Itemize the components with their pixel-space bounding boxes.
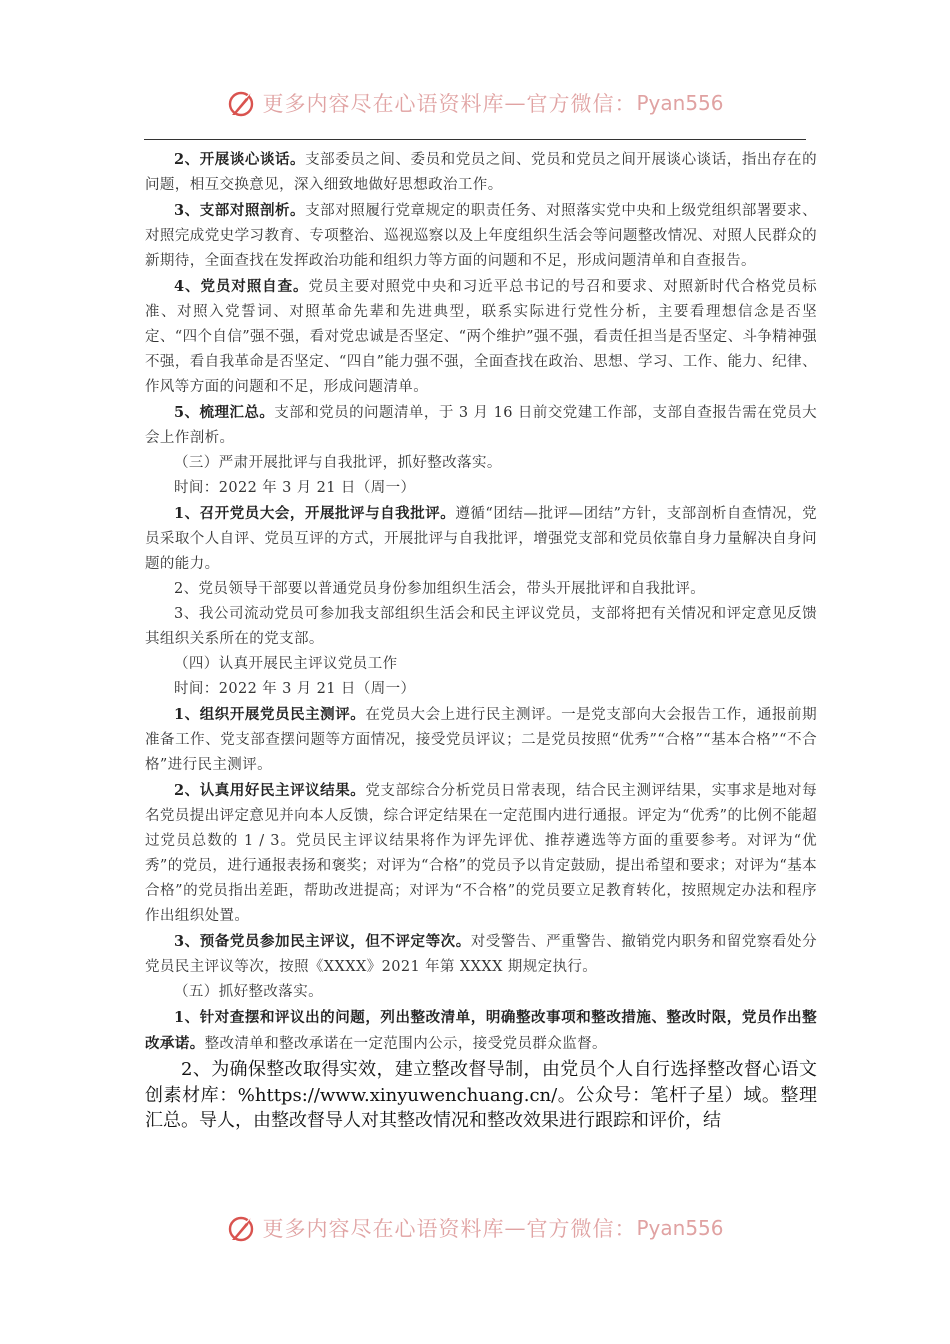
paragraph-body: 支部和党员的问题清单，于 3 月 16 日前交党建工作部，支部自查报告需在党员大会上作剖析。 (145, 405, 817, 446)
paragraph-probationary (145, 929, 817, 980)
paragraph-lead: 3、支部对照剖析。 (174, 202, 306, 219)
watermark-contact-label: 官方微信： (526, 1217, 637, 1241)
section-heading-3 (145, 451, 817, 476)
paragraph-body: 在党员大会上进行民主测评。一是党支部向大会报告工作，通报前期准备工作、党支部查摆问题等方面情况，接受党员评议；二是党员按照“优秀”“合格”“基本合格”“不合格”进行民主测评。 (145, 707, 818, 773)
paragraph-body: 党员主要对照党中央和习近平总书记的号召和要求、对照新时代合格党员标准、对照入党誓词、对照革命先辈和先进典型，联系实际进行党性分析，主要看理想信念是否坚定、“四个自信”强不强，看对党忠诚是否坚定、“两个维护”强不强，看责任担当是否坚定、斗争精神强不强，看自我革命是否坚定、“四自”能力强不强，全面查找在政治、思想、学习、工作、能力、纪律、作风等方面的问题和不足，形成问题清单。 (145, 279, 817, 395)
paragraph-body: 时间：2022 年 3 月 21 日（周一） (174, 681, 416, 697)
paragraph-lead: 2、认真用好民主评议结果。 (174, 782, 366, 799)
watermark-main-text: 更多内容尽在心语资料库 (262, 1217, 505, 1241)
paragraph-mobile-members (145, 602, 817, 652)
watermark-contact-label: 官方微信： (526, 92, 637, 116)
paragraph-lead: 5、梳理汇总。 (174, 404, 275, 421)
paragraph-lead: 1、组织开展党员民主测评。 (174, 706, 366, 723)
quill-pen-logo-icon (226, 88, 256, 118)
paragraph-body: 2、为确保整改取得实效，建立整改督导制，由党员个人自行选择整改督心语文创素材库：%https://www.xinyuwenchuang.cn/。公众号：笔杆子星）域。整理汇总。导人，由整改督导人对其整改情况和整改效果进行跟踪和评价，结 (145, 1059, 817, 1131)
paragraph-body: 时间：2022 年 3 月 21 日（周一） (174, 480, 416, 496)
paragraph-branch-analysis (145, 198, 817, 274)
header-watermark (0, 88, 950, 118)
watermark-separator: — (504, 91, 527, 115)
paragraph-lead: 1、召开党员大会，开展批评与自我批评。 (174, 505, 456, 522)
paragraph-body: （四）认真开展民主评议党员工作 (174, 656, 398, 672)
paragraph-rectification-list (145, 1005, 817, 1057)
section-heading-5 (145, 980, 817, 1005)
paragraph-evaluation-results (145, 778, 817, 929)
paragraph-party-meeting (145, 501, 817, 577)
document-body (145, 147, 817, 1134)
paragraph-lead: 2、开展谈心谈话。 (174, 151, 306, 168)
paragraph-talk (145, 147, 817, 198)
paragraph-body: 党支部综合分析党员日常表现，结合民主测评结果，实事求是地对每名党员提出评定意见并向本人反馈，综合评定结果在一定范围内进行通报。评定为“优秀”的比例不能超过党员总数的 1 / 3。党员民主评议结果将作为评先评优、推荐遴选等方面的重要参考。对评为“优秀”的党员，进行通报表扬和褒奖；对评为“合格”的党员予以肯定鼓励，提出希望和要求；对评为“基本合格”的党员指出差距，帮助改进提高；对评为“不合格”的党员要立足教育转化，按照规定办法和程序作出组织处置。 (145, 783, 818, 924)
quill-pen-logo-icon (226, 1213, 256, 1243)
watermark-separator: — (504, 1216, 527, 1240)
paragraph-body: 遵循“团结—批评—团结”方针，支部剖析自查情况，党员采取个人自评、党员互评的方式，开展批评与自我批评，增强党支部和党员依靠自身力量解决自身问题的能力。 (145, 506, 818, 572)
time-line (145, 677, 817, 702)
time-line (145, 476, 817, 501)
watermark-contact-id: Pyan556 (636, 91, 724, 115)
paragraph-body: （五）抓好整改落实。 (174, 984, 323, 1000)
paragraph-member-selfcheck (145, 274, 817, 400)
section-heading-4 (145, 652, 817, 677)
footer-watermark (0, 1213, 950, 1243)
paragraph-body: 整改清单和整改承诺在一定范围内公示，接受党员群众监督。 (204, 1036, 607, 1052)
paragraph-lead: 3、预备党员参加民主评议，但不评定等次。 (174, 933, 471, 950)
paragraph-lead: 1、针对查摆和评议出的问题，列出整改清单，明确整改事项和整改措施、整改时限，党员作出整改承诺。 (145, 1009, 817, 1052)
header-rule (144, 139, 806, 140)
paragraph-body: 3、我公司流动党员可参加我支部组织生活会和民主评议党员，支部将把有关情况和评定意见反馈其组织关系所在的党支部。 (145, 606, 817, 647)
paragraph-body: 支部对照履行党章规定的职责任务、对照落实党中央和上级党组织部署要求、对照完成党史学习教育、专项整治、巡视巡察以及上年度组织生活会等问题整改情况、对照人民群众的新期待，全面查找在发挥政治功能和组织力等方面的问题和不足，形成问题清单和自查报告。 (145, 203, 817, 269)
paragraph-summary (145, 400, 817, 451)
paragraph-supervision (145, 1057, 817, 1134)
paragraph-leaders (145, 577, 817, 602)
watermark-contact-id: Pyan556 (636, 1216, 724, 1240)
watermark-main-text: 更多内容尽在心语资料库 (262, 92, 505, 116)
paragraph-democratic-test (145, 702, 817, 778)
paragraph-body: 2、党员领导干部要以普通党员身份参加组织生活会，带头开展批评和自我批评。 (174, 581, 706, 597)
paragraph-lead: 4、党员对照自查。 (174, 278, 309, 295)
paragraph-body: （三）严肃开展批评与自我批评，抓好整改落实。 (174, 455, 502, 471)
paragraph-body: 支部委员之间、委员和党员之间、党员和党员之间开展谈心谈话，指出存在的问题，相互交换意见，深入细致地做好思想政治工作。 (145, 152, 817, 193)
paragraph-body: 对受警告、严重警告、撤销党内职务和留党察看处分党员民主评议等次，按照《XXXX》2021 年第 XXXX 期规定执行。 (145, 934, 817, 975)
